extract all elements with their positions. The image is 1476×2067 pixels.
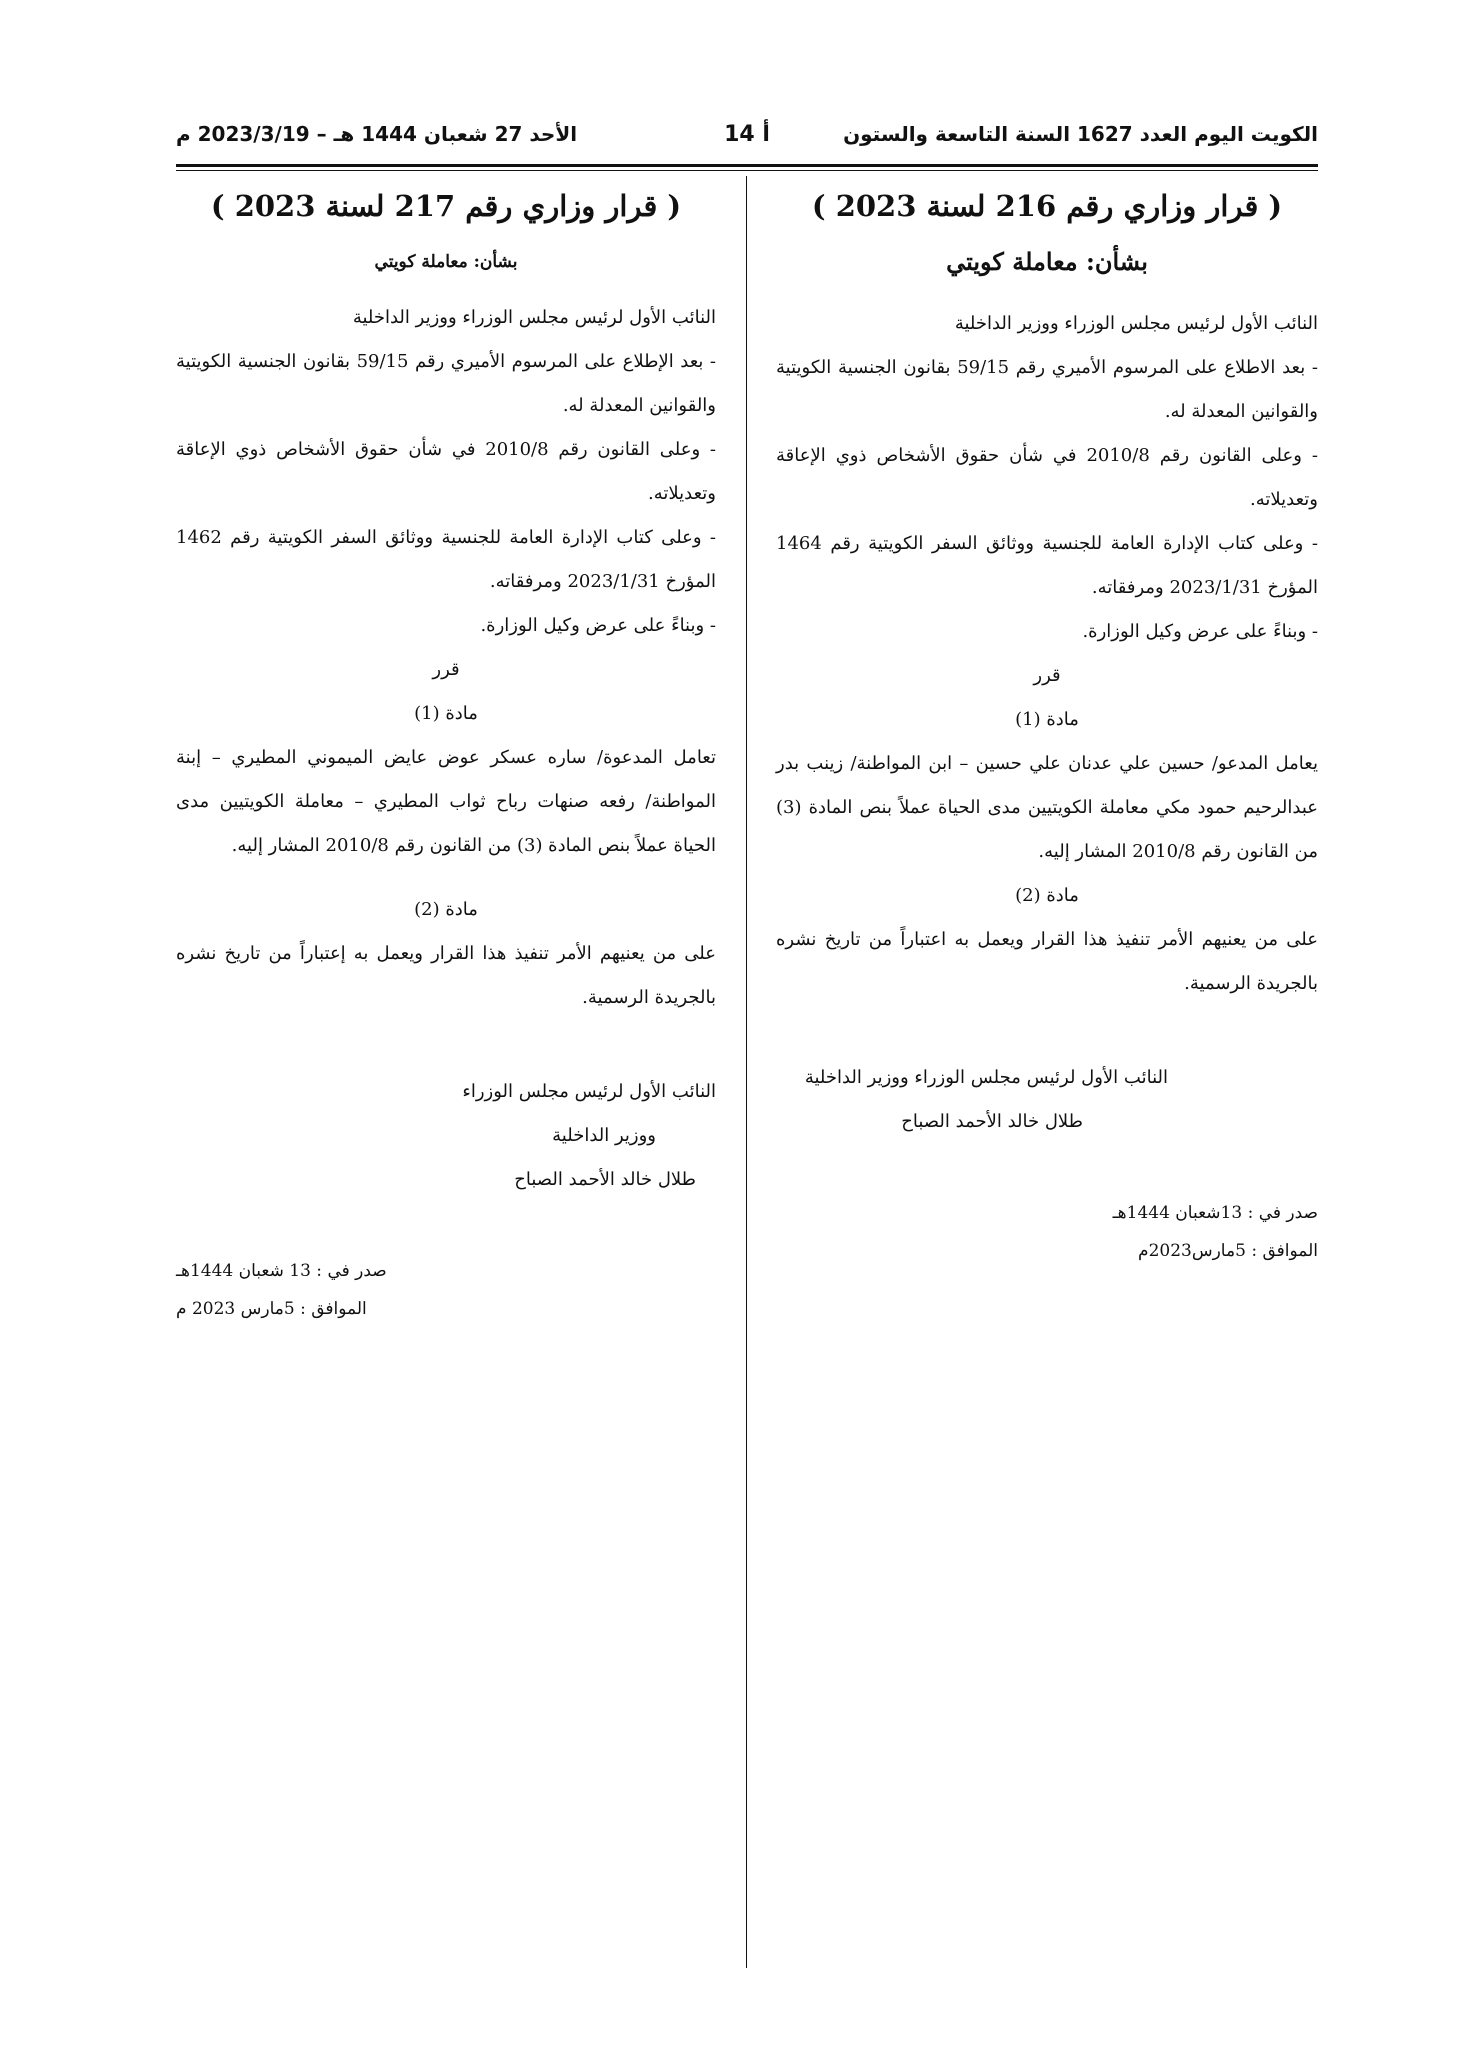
decree-217 — [176, 186, 716, 1328]
signer-title: النائب الأول لرئيس مجلس الوزراء ووزير الداخلية — [804, 1067, 1168, 1088]
preamble-4: - وبناءً على عرض وكيل الوزارة. — [480, 615, 716, 636]
corresponding-date: الموافق : 5مارس 2023 م — [176, 1299, 367, 1319]
header-rule-thin — [176, 170, 1318, 171]
issued-date: صدر في : 13 شعبان 1444هـ — [176, 1261, 387, 1281]
article-1-text: يعامل المدعو/ حسين علي عدنان علي حسين – ابن المواطنة/ زينب بدر عبدالرحيم حمود مكي معاملة الكويتيين مدى الحياة عملاً بنص المادة (3) من القانون رقم 2010/8 المشار إليه. — [776, 753, 1318, 862]
preamble-4: - وبناءً على عرض وكيل الوزارة. — [1082, 621, 1318, 642]
signer-line-2: ووزير الداخلية — [552, 1125, 656, 1146]
page-header — [176, 118, 1318, 158]
signer-name: طلال خالد الأحمد الصباح — [514, 1169, 696, 1190]
article-1-heading: مادة (1) — [414, 703, 478, 724]
decided-heading: قرر — [432, 659, 460, 680]
article-2-heading: مادة (2) — [414, 899, 478, 920]
article-2-text: على من يعنيهم الأمر تنفيذ هذا القرار ويعمل به إعتباراً من تاريخ نشره بالجريدة الرسمية. — [176, 943, 716, 1008]
decree-216 — [776, 186, 1318, 1270]
decided-heading: قرر — [1033, 665, 1061, 686]
preamble-2: - وعلى القانون رقم 2010/8 في شأن حقوق الأشخاص ذوي الإعاقة وتعديلاته. — [776, 445, 1318, 510]
header-date: الأحد 27 شعبان 1444 هـ – 2023/3/19 م — [176, 122, 578, 146]
issued-date: صدر في : 13شعبان 1444هـ — [1112, 1203, 1318, 1223]
preamble-2: - وعلى القانون رقم 2010/8 في شأن حقوق الأشخاص ذوي الإعاقة وتعديلاته. — [176, 439, 716, 504]
gazette-issue: الكويت اليوم العدد 1627 السنة التاسعة والستون — [843, 122, 1318, 146]
page-number: أ 14 — [724, 122, 770, 147]
preamble-1: - بعد الإطلاع على المرسوم الأميري رقم 59/15 بقانون الجنسية الكويتية والقوانين المعدلة له. — [176, 351, 716, 416]
preamble-3: - وعلى كتاب الإدارة العامة للجنسية ووثائق السفر الكويتية رقم 1462 المؤرخ 2023/1/31 ومرفقاته. — [176, 527, 716, 592]
decree-title: ( قرار وزاري رقم 217 لسنة 2023 ) — [210, 189, 682, 223]
signer-line-1: النائب الأول لرئيس مجلس الوزراء — [462, 1081, 716, 1102]
article-2-text: على من يعنيهم الأمر تنفيذ هذا القرار ويعمل به اعتباراً من تاريخ نشره بالجريدة الرسمية. — [776, 929, 1318, 994]
issuer-line: النائب الأول لرئيس مجلس الوزراء ووزير الداخلية — [352, 307, 716, 328]
decree-subject: بشأن: معاملة كويتي — [946, 247, 1148, 276]
preamble-3: - وعلى كتاب الإدارة العامة للجنسية ووثائق السفر الكويتية رقم 1464 المؤرخ 2023/1/31 ومرفقاته. — [776, 533, 1318, 598]
issuer-line: النائب الأول لرئيس مجلس الوزراء ووزير الداخلية — [954, 313, 1318, 334]
preamble-1: - بعد الاطلاع على المرسوم الأميري رقم 59/15 بقانون الجنسية الكويتية والقوانين المعدلة له. — [776, 357, 1319, 422]
decree-subject: بشأن: معاملة كويتي — [374, 252, 518, 272]
article-2-heading: مادة (2) — [1015, 885, 1079, 906]
decree-title: ( قرار وزاري رقم 216 لسنة 2023 ) — [811, 189, 1283, 223]
article-1-text: تعامل المدعوة/ ساره عسكر عوض عايض الميموني المطيري – إبنة المواطنة/ رفعه صنهات رباح ثواب المطيري – معاملة الكويتيين مدى الحياة عملاً بنص المادة (3) من القانون رقم 2010/8 المشار إليه. — [176, 747, 716, 856]
signer-name: طلال خالد الأحمد الصباح — [901, 1111, 1083, 1132]
header-rule — [176, 164, 1318, 167]
column-divider — [746, 176, 747, 1968]
corresponding-date: الموافق : 5مارس2023م — [1138, 1241, 1318, 1261]
article-1-heading: مادة (1) — [1015, 709, 1079, 730]
